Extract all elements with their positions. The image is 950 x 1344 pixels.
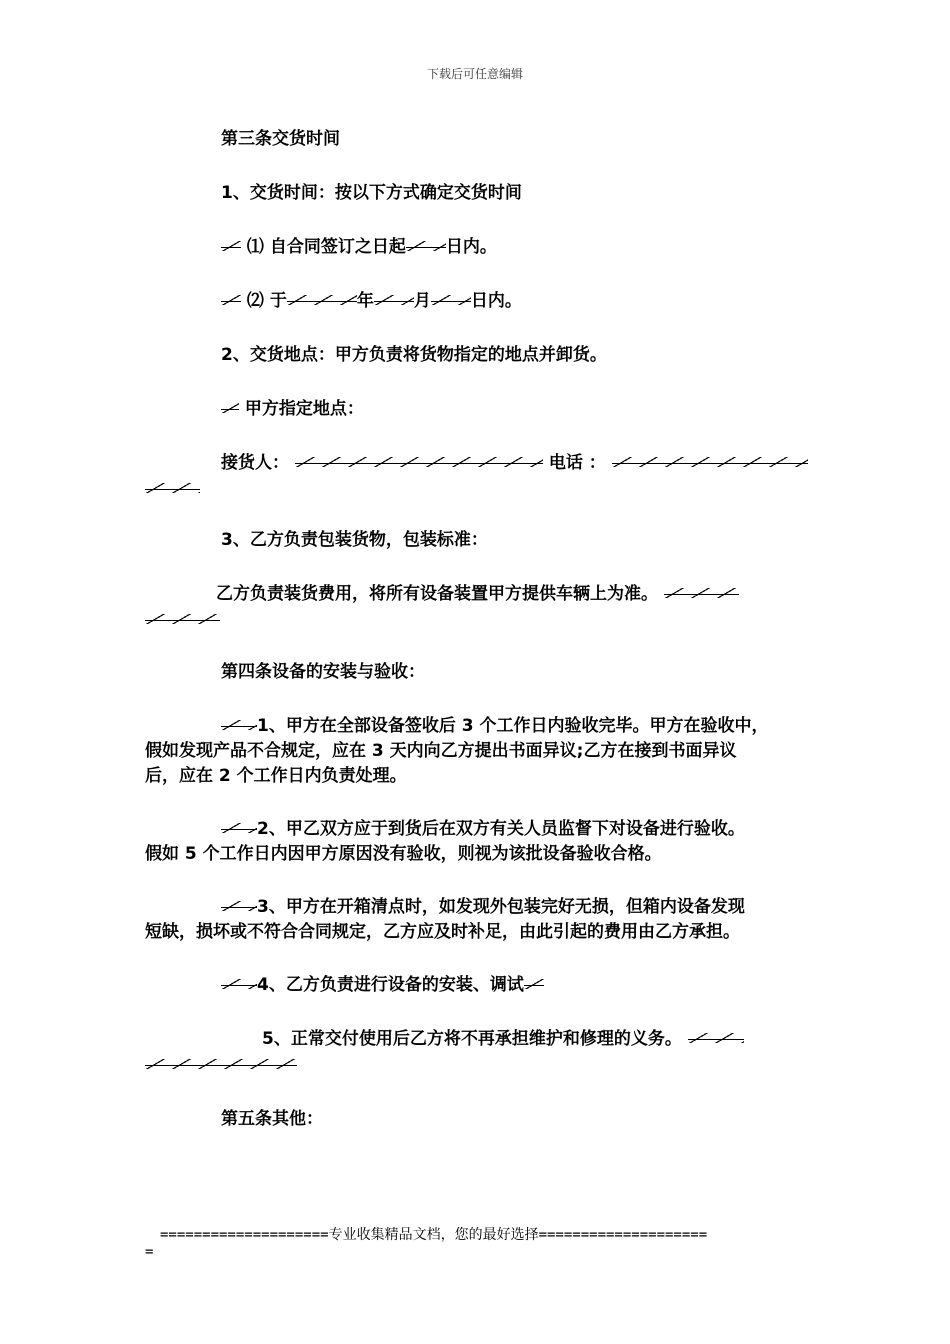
fill-blank (221, 236, 241, 258)
article4-p1-line1 (221, 712, 769, 740)
fill-blank-month (374, 290, 414, 312)
fill-blank-phone (612, 452, 808, 474)
footer-banner: ====================专业收集精品文档，您的最好选择==================== (160, 1227, 708, 1243)
year-label: 年 (356, 291, 374, 311)
phone-label: 电话 ： (548, 453, 606, 473)
delivery-option1 (221, 233, 497, 261)
fill-blank-day (431, 290, 471, 312)
fill-blank (221, 290, 241, 312)
page-header: 下载后可任意编辑 (426, 67, 523, 81)
delivery-option1-suffix: 日内。 (445, 237, 497, 257)
article3-clause1: 1、交货时间：按以下方式确定交货时间 (221, 183, 522, 203)
article4-p1-line2: 假如发现产品不合规定，应在 3 天内向乙方提出书面异议;乙方在接到书面异议 (145, 741, 737, 761)
month-label: 月 (413, 291, 431, 311)
article4-p3-text1: 3、甲方在开箱清点时，如发现外包装完好无损，但箱内设备发现 (257, 897, 745, 917)
article3-title: 第三条交货时间 (221, 129, 340, 149)
article4-p5-cont (145, 1051, 297, 1079)
fill-blank (145, 478, 200, 500)
fill-blank-receiver (295, 452, 543, 474)
article3-clause2: 2、交货地点：甲方负责将货物指定的地点并卸货。 (221, 345, 607, 365)
delivery-option2 (221, 287, 522, 315)
receiver-line-cont (145, 475, 200, 503)
receiver-label: 接货人： (221, 453, 289, 473)
article4-p4-text: 4、乙方负责进行设备的安装、调试 (257, 975, 524, 995)
loading-cost-line-cont (145, 606, 220, 634)
fill-blank-year (287, 290, 357, 312)
fill-blank (664, 583, 739, 605)
fill-blank (221, 818, 257, 840)
article4-p2-line2: 假如 5 个工作日内因甲方原因没有验收，则视为该批设备验收合格。 (145, 844, 662, 864)
receiver-line (221, 449, 808, 477)
article4-p5-text: 5、正常交付使用后乙方将不再承担维护和修理的义务。 (262, 1029, 682, 1049)
article4-p3-line1 (221, 893, 745, 921)
article4-p1-line3: 后，应在 2 个工作日内负责处理。 (145, 766, 407, 786)
loading-cost-line (216, 580, 739, 608)
delivery-option2-text: ⑵ 于 (246, 291, 287, 311)
fill-blank (688, 1028, 744, 1050)
article3-clause3: 3、乙方负责包装货物，包装标准： (221, 530, 488, 550)
day-label: 日内。 (470, 291, 522, 311)
loading-cost-text: 乙方负责装货费用，将所有设备装置甲方提供车辆上为准。 (216, 584, 658, 604)
fill-blank (221, 715, 257, 737)
article4-p1-text1: 1、甲方在全部设备签收后 3 个工作日内验收完毕。甲方在验收中， (257, 716, 769, 736)
fill-blank (145, 1054, 297, 1076)
designated-location-label: 甲方指定地点： (244, 399, 364, 419)
article4-p5 (262, 1025, 744, 1053)
article4-p3-line2: 短缺，损坏或不符合合同规定，乙方应及时补足，由此引起的费用由乙方承担。 (145, 922, 740, 942)
article4-p2-text1: 2、甲乙双方应于到货后在双方有关人员监督下对设备进行验收。 (257, 819, 745, 839)
designated-location (221, 395, 364, 423)
article4-title: 第四条设备的安装与验收： (221, 662, 425, 682)
article4-p2-line1 (221, 815, 745, 843)
fill-blank (524, 974, 544, 996)
fill-blank-days (406, 236, 446, 258)
article5-title: 第五条其他： (221, 1109, 323, 1129)
fill-blank (145, 609, 220, 631)
fill-blank (221, 896, 257, 918)
fill-blank (221, 974, 257, 996)
fill-blank (221, 398, 239, 420)
delivery-option1-text: ⑴ 自合同签订之日起 (246, 237, 406, 257)
article4-p4 (221, 971, 544, 999)
footer-banner-cont: = (145, 1244, 154, 1260)
